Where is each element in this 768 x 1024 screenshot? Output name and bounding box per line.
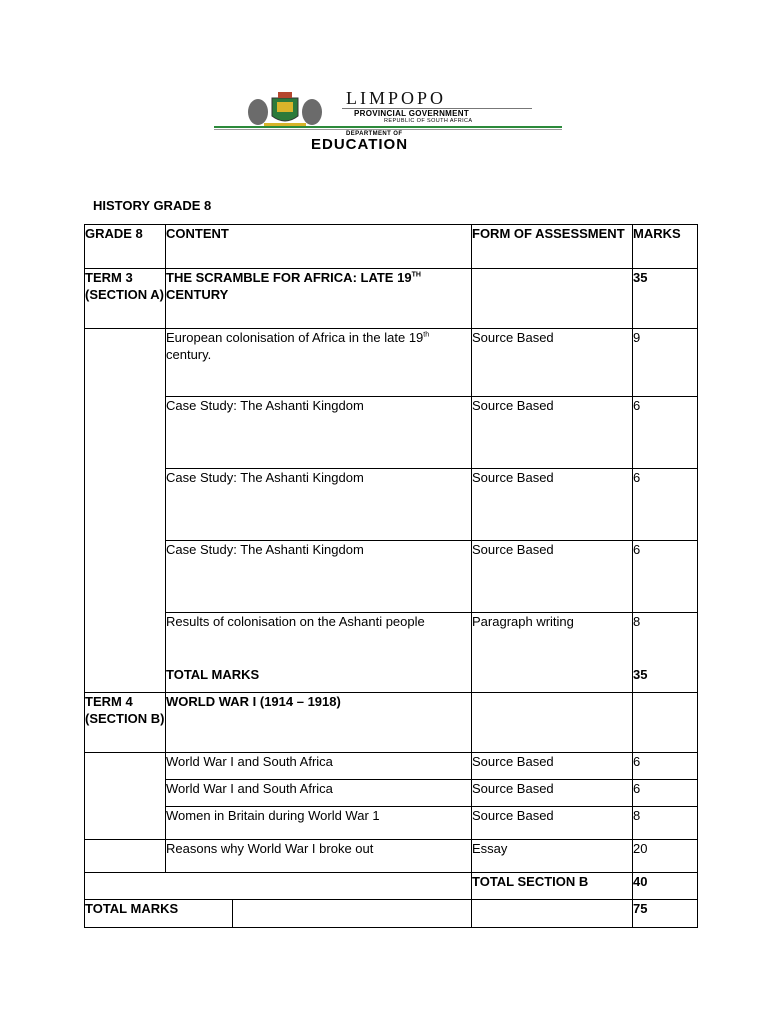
row-content: Case Study: The Ashanti Kingdom [166, 397, 472, 469]
section-total-row [85, 873, 698, 900]
table-row [85, 613, 698, 693]
table-row [85, 469, 698, 541]
table-row [85, 753, 698, 780]
row-content: World War I and South Africa [166, 780, 472, 807]
term4-essay-blank-cell [85, 840, 166, 873]
term3-total-label: TOTAL MARKS [166, 667, 260, 682]
row-assessment: Essay [472, 840, 633, 873]
row-marks: 6 [633, 753, 698, 780]
row-content: Results of colonisation on the Ashanti people TOTAL MARKS [166, 613, 472, 693]
term3-title: THE SCRAMBLE FOR AFRICA: LATE 19TH CENTURY [166, 269, 472, 329]
term3-assessment [472, 269, 633, 329]
term3-marks: 35 [633, 269, 698, 329]
assessment-table [84, 224, 698, 928]
row-assessment: Source Based [472, 807, 633, 840]
row-marks: 6 [633, 397, 698, 469]
header-marks: MARKS [633, 225, 698, 269]
header-assessment: FORM OF ASSESSMENT [472, 225, 633, 269]
row-content: Case Study: The Ashanti Kingdom [166, 469, 472, 541]
header-grade: GRADE 8 [85, 225, 166, 269]
logo-education: EDUCATION [311, 136, 409, 153]
term4-row [85, 693, 698, 753]
table-row [85, 780, 698, 807]
term4-title: WORLD WAR I (1914 – 1918) [166, 693, 472, 753]
term4-assessment [472, 693, 633, 753]
term4-marks [633, 693, 698, 753]
term3-label: TERM 3 (SECTION A) [85, 269, 166, 329]
grand-total-blank-cell [233, 900, 472, 928]
table-row [85, 807, 698, 840]
section-b-total-label: TOTAL SECTION B [472, 873, 633, 900]
grand-total-value: 75 [633, 900, 698, 928]
row-assessment: Paragraph writing [472, 613, 633, 693]
row-marks: 8 [633, 807, 698, 840]
row-content: Reasons why World War I broke out [166, 840, 472, 873]
row-marks: 20 [633, 840, 698, 873]
row-content: Women in Britain during World War 1 [166, 807, 472, 840]
row-marks: 6 [633, 541, 698, 613]
row-assessment: Source Based [472, 541, 633, 613]
header-content: CONTENT [166, 225, 472, 269]
coat-of-arms-icon [244, 90, 326, 128]
term4-label: TERM 4 (SECTION B) [85, 693, 166, 753]
row-assessment: Source Based [472, 753, 633, 780]
row-content: European colonisation of Africa in the late 19th century. [166, 329, 472, 397]
term3-blank-cell [85, 329, 166, 693]
letterhead [214, 88, 564, 154]
row-marks: 8 35 [633, 613, 698, 693]
section-b-total-value: 40 [633, 873, 698, 900]
table-row [85, 329, 698, 397]
table-row [85, 840, 698, 873]
row-assessment: Source Based [472, 780, 633, 807]
logo-subtitle: PROVINCIAL GOVERNMENT [354, 109, 470, 118]
row-marks: 6 [633, 780, 698, 807]
term3-row [85, 269, 698, 329]
row-content: World War I and South Africa [166, 753, 472, 780]
row-assessment: Source Based [472, 329, 633, 397]
section-total-blank-cell [85, 873, 472, 900]
logo-green-bar [214, 126, 562, 128]
logo-gray-bar [214, 129, 562, 130]
header-row [85, 225, 698, 269]
row-marks: 6 [633, 469, 698, 541]
logo-title: LIMPOPO [346, 88, 447, 108]
table-row [85, 541, 698, 613]
term4-blank-cell [85, 753, 166, 840]
document-title: HISTORY GRADE 8 [93, 198, 212, 213]
row-assessment: Source Based [472, 469, 633, 541]
grand-total-row [85, 900, 698, 928]
row-content: Case Study: The Ashanti Kingdom [166, 541, 472, 613]
grand-total-assessment-cell [472, 900, 633, 928]
table-row [85, 397, 698, 469]
logo-country: REPUBLIC OF SOUTH AFRICA [384, 118, 473, 124]
logo-department: DEPARTMENT OF [346, 131, 403, 137]
term3-total-value: 35 [633, 667, 648, 682]
grand-total-label: TOTAL MARKS [85, 900, 233, 928]
row-marks: 9 [633, 329, 698, 397]
row-assessment: Source Based [472, 397, 633, 469]
